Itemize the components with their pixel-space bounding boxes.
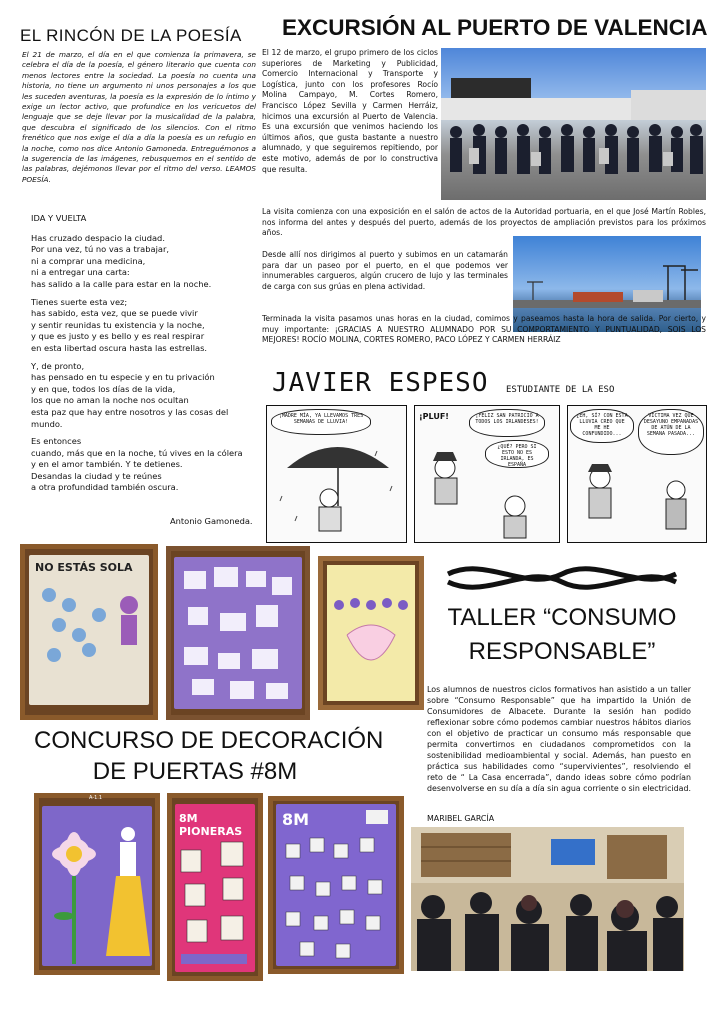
classroom-photo xyxy=(411,827,684,971)
door-label: NO ESTÁS SOLA xyxy=(35,561,133,574)
sound-effect: ¡PLUF! xyxy=(419,412,449,421)
taller-heading: TALLER “CONSUMO xyxy=(447,604,677,631)
door-label: 8M PIONERAS xyxy=(179,812,243,838)
concurso-heading: DE PUERTAS #8M xyxy=(92,758,298,785)
excursion-p3: Desde allí nos dirigimos al puerto y subimos en un catamarán para dar un paseo por el puerto, en el que podemos ver innumerables cargueros, algún crucero de lujo y las terminales de carga con sus grúas en plena actividad. xyxy=(262,250,508,291)
speech-bubble: ¿EH, SÍ? CON ESTA LLUVIA CREO QUE ME HE CONFUNDIDO... xyxy=(570,409,634,443)
speech-bubble: ¿QUÉ? PERO SI ESTO NO ES IRLANDA, ES ESPAÑA xyxy=(485,440,549,468)
concurso-heading: CONCURSO DE DECORACIÓN xyxy=(34,727,384,754)
excursion-p4: Terminada la visita pasamos unas horas en la ciudad, comimos y paseamos hasta la hora de salida. Por cierto, y muy importante: ¡GRACIAS A NUESTRO ALUMNADO POR SU COMPORTAMIENTO Y PUNTUALIDAD, SOIS LOS MEJORES! ROCÍO MOLINA, CORTES ROMERO, PACO LÓPEZ Y CARMEN HERRÁIZ xyxy=(262,314,706,345)
door-panel xyxy=(175,804,255,972)
taller-heading: RESPONSABLE” xyxy=(468,638,656,665)
comic-panel-3 xyxy=(567,405,707,543)
door-photo xyxy=(318,556,424,710)
door-photo xyxy=(34,793,160,975)
poem-stanza: Tienes suerte esta vez; has sabido, esta vez, que se puede vivir y sentir reunidas tu existencia y la noche, y que es justo y es bello y es real respirar en esta libertad oscura hasta las estrellas. xyxy=(31,296,208,353)
taller-body: Los alumnos de nuestros ciclos formativos han asistido a un taller sobre “Consumo Responsable” que ha impartido la Unión de Consumidores de Albacete. Durante la sesión han podido reflexionar sobre cómo podemos cambiar nuestros hábitos diarios con el objetivo de practicar un consumo más responsable que permita convertirnos en ciudadanos comprometidos con la sostenibilidad medioambiental y social. Además, han puesto en práctica sus habilidades como “supervivientes”, resolviendo el reto de “ La Casa encerrada”, dando ideas sobre cómo podrían desenvolverse en su día a día sin agua corriente o sin electricidad. xyxy=(427,685,692,793)
poem-author: Antonio Gamoneda. xyxy=(170,516,253,526)
group-photo xyxy=(441,48,706,200)
wave-divider-icon xyxy=(446,560,678,596)
excursion-p2: La visita comienza con una exposición en el salón de actos de la Autoridad portuaria, en el que José Martín Robles, nos informa del antes y después del puerto, además de los proyectos de ampliación previstos para los próximos años. xyxy=(262,207,706,238)
excursion-p1: El 12 de marzo, el grupo primero de los ciclos superiores de Marketing y Publicidad, Comercio Internacional y Transporte y Logística, junto con los profesores Rocío Molina Campayo, M. Cortes Romero, Francisco López Sevilla y Carmen Herráiz, hicimos una excursión al Puerto de Valencia. Es una excursión que venimos haciendo los últimos años, que gusta bastante a nuestro alumnado, y que seguiremos repitiendo, por este motivo, además de por lo constructiva que resulta. xyxy=(262,48,438,174)
door-photo xyxy=(268,796,404,974)
door-label: 8M xyxy=(282,810,310,829)
taller-signature: MARIBEL GARCÍA xyxy=(427,814,495,823)
room-label: A-1.1 xyxy=(89,795,103,801)
speech-bubble: ¡MADRE MÍA, YA LLEVAMOS TRES SEMANAS DE LLUVIA! xyxy=(271,409,371,435)
door-panel xyxy=(174,557,302,709)
comic-panel-1 xyxy=(266,405,407,543)
door-photo xyxy=(167,793,263,981)
excursion-heading: EXCURSIÓN AL PUERTO DE VALENCIA xyxy=(282,15,708,40)
comic-strip xyxy=(262,363,712,545)
door-panel xyxy=(327,565,415,701)
speech-bubble: ¡FELIZ SAN PATRICIO A TODOS LOS IRLANDESES! xyxy=(469,409,545,437)
comic-panel-2 xyxy=(414,405,560,543)
poem-title: IDA Y VUELTA xyxy=(31,213,87,223)
poem-stanza: Es entonces cuando, más que en la noche, tú vives en la cólera y en el amor también. Y te detienes. Desandas la ciudad y te reúnes a otra profundidad también oscura. xyxy=(31,436,243,493)
door-photo xyxy=(20,544,158,720)
poem-stanza: Y, de pronto, has pensado en tu especie y en tu privación y en que, todos los días de la vida, los que no aman la noche nos ocultan esta paz que hay entre nosotros y las cosas del mundo. xyxy=(31,360,229,429)
speech-bubble: VÍCTIMA VEZ QUE DESAYUNO EMPANADAS DE ATÚN DE LA SEMANA PASADA... xyxy=(638,409,704,455)
door-panel xyxy=(276,804,396,966)
poesia-heading: EL RINCÓN DE LA POESÍA xyxy=(20,26,242,45)
door-panel xyxy=(42,806,152,966)
poesia-intro: El 21 de marzo, el día en el que comienza la primavera, se celebra el día de la poesía, el género literario que cuenta con menos lectores entre la sociedad. La poesía no cuenta una historia, no tiene un argumento ni unos personajes a los que les suceden aventuras, la poesía es la expresión de lo íntimo y exige un lector activo, que profundice en los vericuetos del lenguaje que se deje llevar por la musicalidad de la palabra, que descubra el significado de los silencios. Con el ritmo frenético que nos exige el día a día la poesía es un refugio en la noche, como nos dice Antonio Gamoneda. Entreguémonos a la sugerencia de las imágenes, rebusquemos en el sentido de las palabras, dejémonos llevar por el ritmo del verso. LEAMOS POESÍA. xyxy=(22,50,256,184)
comic-author: JAVIER ESPESO xyxy=(272,368,489,398)
comic-role: ESTUDIANTE DE LA ESO xyxy=(506,385,615,395)
poem xyxy=(31,213,261,500)
poem-stanza: Has cruzado despacio la ciudad. Por una vez, tú no vas a trabajar, ni a comprar una medicina, ni a entregar una carta: has salido a la calle para estar en la noche. xyxy=(31,232,212,289)
door-photo xyxy=(166,546,310,720)
door-panel xyxy=(29,555,149,705)
